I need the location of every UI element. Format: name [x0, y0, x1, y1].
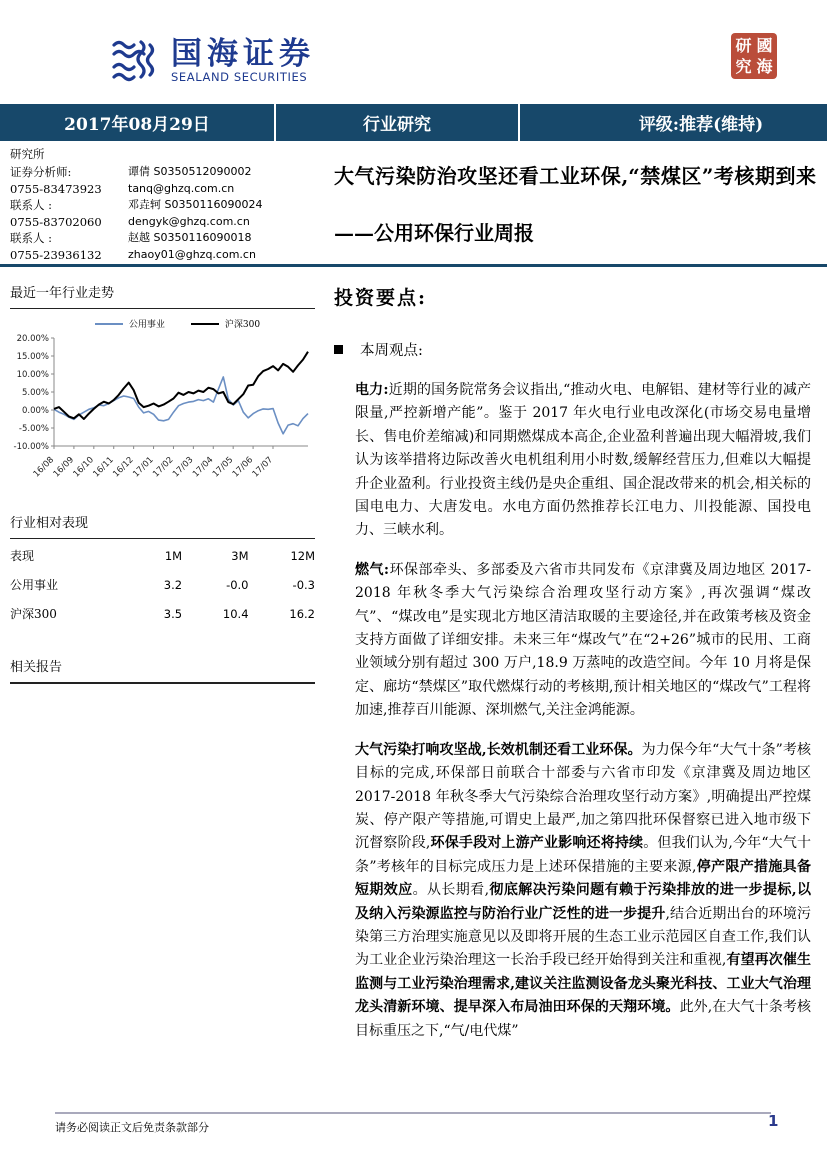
- report-section: 行业研究: [276, 104, 520, 141]
- seal-character: 究: [735, 57, 752, 76]
- analyst-row: [10, 247, 310, 264]
- legend-line-swatch: [95, 323, 123, 325]
- body-paragraph: [355, 739, 811, 1043]
- x-tick-label: 17/06: [230, 455, 256, 480]
- page-number: 1: [768, 1112, 779, 1130]
- weekly-view-label: 本周观点:: [360, 343, 423, 359]
- legend-label: 公用事业: [128, 320, 165, 330]
- bold-run: 彻底解决污染问题有赖于污染排放的进一步提标,以及纳入污染源监控与防治行业广泛性的进一步提升: [355, 882, 812, 922]
- header-divider: [0, 264, 827, 267]
- analyst-row-value: 赵越 S0350116090018: [128, 231, 252, 244]
- bold-run: 电力:: [355, 382, 389, 398]
- analyst-contact-block: [10, 164, 310, 263]
- text-run: 为力保今年“大气十条”考核目标的完成,环保部日前联合十部委与六省市印发《京津冀及周边地区 2017-2018 年秋冬季大气污染综合治理攻坚行动方案》,明确提出严控煤炭、停产限产等措施,可谓史上最严,加之第四批环保督察已进入地市级下沉督察阶段,: [355, 741, 811, 852]
- text-run: ,结合近期出台的环境污染第三方治理实施意见以及即将开展的生态工业示范园区自查工作,我们认为工业企业污染治理这一长治手段已经开始得到关注和重视,: [355, 905, 811, 969]
- y-tick-label: 5.00%: [21, 388, 49, 398]
- seal-character: 國: [756, 36, 773, 55]
- analyst-row-label: 证券分析师:: [10, 165, 72, 179]
- legend-item: [191, 317, 260, 330]
- analyst-row-label: 0755-83702060: [10, 214, 102, 229]
- bold-run: 环保手段对上游产业影响还将持续: [430, 835, 644, 852]
- performance-header-row: [10, 541, 315, 570]
- main-column: [334, 283, 813, 1059]
- bullet-square-icon: [334, 345, 343, 354]
- legend-item: [95, 317, 165, 330]
- y-tick-label: -5.00%: [18, 424, 49, 434]
- text-run: 。从长期看,: [412, 882, 490, 899]
- analyst-row: [10, 164, 310, 181]
- y-tick-label: 10.00%: [16, 370, 49, 380]
- company-logo: [110, 36, 315, 86]
- bold-run: 有望再次催生监测与工业污染治理需求,建议关注监测设备龙头聚光科技、工业大气治理龙头清新环境、提早深入布局油田环保的天翔环境。: [355, 952, 812, 1016]
- performance-cell: 10.4: [222, 606, 249, 621]
- trend-chart-title: 最近一年行业走势: [10, 282, 315, 309]
- analyst-row: [10, 181, 310, 198]
- analyst-row-label: 0755-23936132: [10, 247, 102, 262]
- analyst-row-label: 0755-83473923: [10, 181, 102, 196]
- chart-legend: [40, 317, 315, 330]
- report-rating: 评级:推荐(维持): [638, 115, 764, 135]
- performance-row: [10, 599, 315, 628]
- performance-cell: 公用事业: [10, 578, 59, 592]
- research-office-label: 研究所: [10, 147, 45, 161]
- analyst-row-value: zhaoy01@ghzq.com.cn: [128, 247, 256, 261]
- sidebar-column: [10, 282, 315, 684]
- text-run: 。但我们认为,今年“大气十条”考核年的目标完成压力是上述环保措施的主要来源,: [355, 835, 812, 875]
- x-tick-label: 17/03: [171, 455, 196, 480]
- series-line-公用事业: [54, 377, 308, 434]
- analyst-row-value: 邓垚轲 S0350116090024: [128, 198, 263, 211]
- x-tick-label: 16/09: [51, 455, 77, 480]
- key-points-heading: 投资要点:: [334, 287, 428, 309]
- performance-header-cell: 表现: [10, 549, 35, 563]
- footer-disclaimer: 请务必阅读正文后免责条款部分: [55, 1121, 209, 1134]
- y-tick-label: -10.00%: [13, 442, 49, 452]
- x-tick-label: 17/07: [250, 455, 276, 480]
- seal-character: 海: [756, 57, 773, 76]
- performance-cell: 16.2: [289, 606, 315, 621]
- x-tick-label: 16/11: [91, 455, 116, 480]
- bold-run: 停产限产措施具备短期效应: [355, 858, 812, 899]
- y-tick-label: 20.00%: [16, 334, 49, 344]
- performance-cell: 3.5: [163, 606, 183, 621]
- text-run: 环保部牵头、多部委及六省市共同发布《京津冀及周边地区 2017-2018 年秋冬季大气污染综合治理攻坚行动方案》,再次强调“煤改气”、“煤改电”是实现北方地区清洁取暖的主要途径,并在政策考核及资金支持方面做了详细安排。未来三年“煤改气”在“2+26”城市的民用、工商业领域分别有超过 300 万户,18.9 万蒸吨的改造空间。今年 10 月将是保定、廊坊“禁煤区”取代燃煤行动的考核期,预计相关地区的“煤改气”工程将加速,推荐百川能源、深圳燃气,关注金鸿能源。: [355, 561, 811, 719]
- company-name-en: SEALAND SECURITIES: [171, 70, 308, 84]
- research-seal-stamp: [731, 33, 777, 79]
- performance-cell: -0.3: [292, 577, 315, 592]
- performance-table: [10, 541, 315, 628]
- legend-line-swatch: [191, 323, 219, 325]
- y-tick-label: 15.00%: [16, 352, 49, 362]
- x-tick-label: 17/05: [210, 455, 236, 480]
- text-run: 近期的国务院常务会议指出,“推动火电、电解铝、建材等行业的减产限量,严控新增产能”。鉴于 2017 年火电行业电改深化(市场交易电量增长、售电价差缩减)和同期燃煤成本高企,企业盈利普遍出现大幅滑坡,我们认为该举措将边际改善火电机组利用小时数,缓解经营压力,但难以大幅提升企业盈利。行业投资主线仍是央企重组、国企混改带来的机会,相关标的国电电力、大唐发电。水电方面仍然推荐长江电力、川投能源、国投电力、三峡水利。: [355, 382, 811, 539]
- analyst-row: [10, 197, 310, 214]
- related-reports-title: 相关报告: [10, 656, 315, 684]
- performance-header-cell: 12M: [290, 548, 315, 563]
- performance-cell: -0.0: [226, 577, 249, 592]
- footer-rule: [55, 1112, 771, 1114]
- seal-character: 研: [735, 36, 752, 55]
- body-paragraph: [355, 559, 811, 723]
- y-tick-label: 0.00%: [21, 406, 49, 416]
- legend-label: 沪深300: [224, 320, 261, 330]
- analyst-row-label: 联系人 :: [10, 231, 53, 245]
- body-paragraphs: [355, 379, 811, 1043]
- analyst-row: [10, 230, 310, 247]
- analyst-row-value: tanq@ghzq.com.cn: [128, 181, 235, 195]
- sealand-wave-icon: [110, 36, 160, 86]
- x-tick-label: 17/01: [131, 455, 156, 480]
- analyst-row-value: dengyk@ghzq.com.cn: [128, 214, 250, 228]
- performance-table-title: 行业相对表现: [10, 512, 315, 539]
- performance-header-cell: 1M: [164, 548, 183, 563]
- performance-cell: 3.2: [163, 577, 183, 592]
- x-tick-label: 16/08: [31, 455, 57, 480]
- bold-run: 燃气:: [355, 561, 390, 578]
- performance-cell: 沪深300: [10, 607, 57, 621]
- x-tick-label: 17/04: [190, 455, 216, 480]
- company-name-cn: 国海证券: [171, 36, 315, 72]
- analyst-row-label: 联系人 :: [10, 198, 53, 212]
- performance-row: [10, 570, 315, 599]
- weekly-view-bullet: [334, 339, 813, 360]
- x-tick-label: 16/12: [111, 455, 136, 480]
- industry-trend-chart: [10, 330, 315, 492]
- body-paragraph: [355, 379, 811, 543]
- text-run: 此外,在大气十条考核目标重压之下,“气/电代煤”: [355, 999, 812, 1039]
- analyst-row-value: 谭倩 S0350512090002: [128, 165, 252, 178]
- report-date: 2017年08月29日: [0, 104, 276, 141]
- report-title: 大气污染防治攻坚还看工业环保,“禁煤区”考核期到来——公用环保行业周报: [334, 164, 816, 245]
- bold-run: 大气污染打响攻坚战,长效机制还看工业环保。: [355, 741, 642, 758]
- x-tick-label: 16/10: [71, 455, 96, 480]
- x-tick-label: 17/02: [151, 455, 176, 480]
- analyst-row: [10, 214, 310, 231]
- performance-header-cell: 3M: [231, 548, 249, 563]
- header-bar: [0, 104, 827, 141]
